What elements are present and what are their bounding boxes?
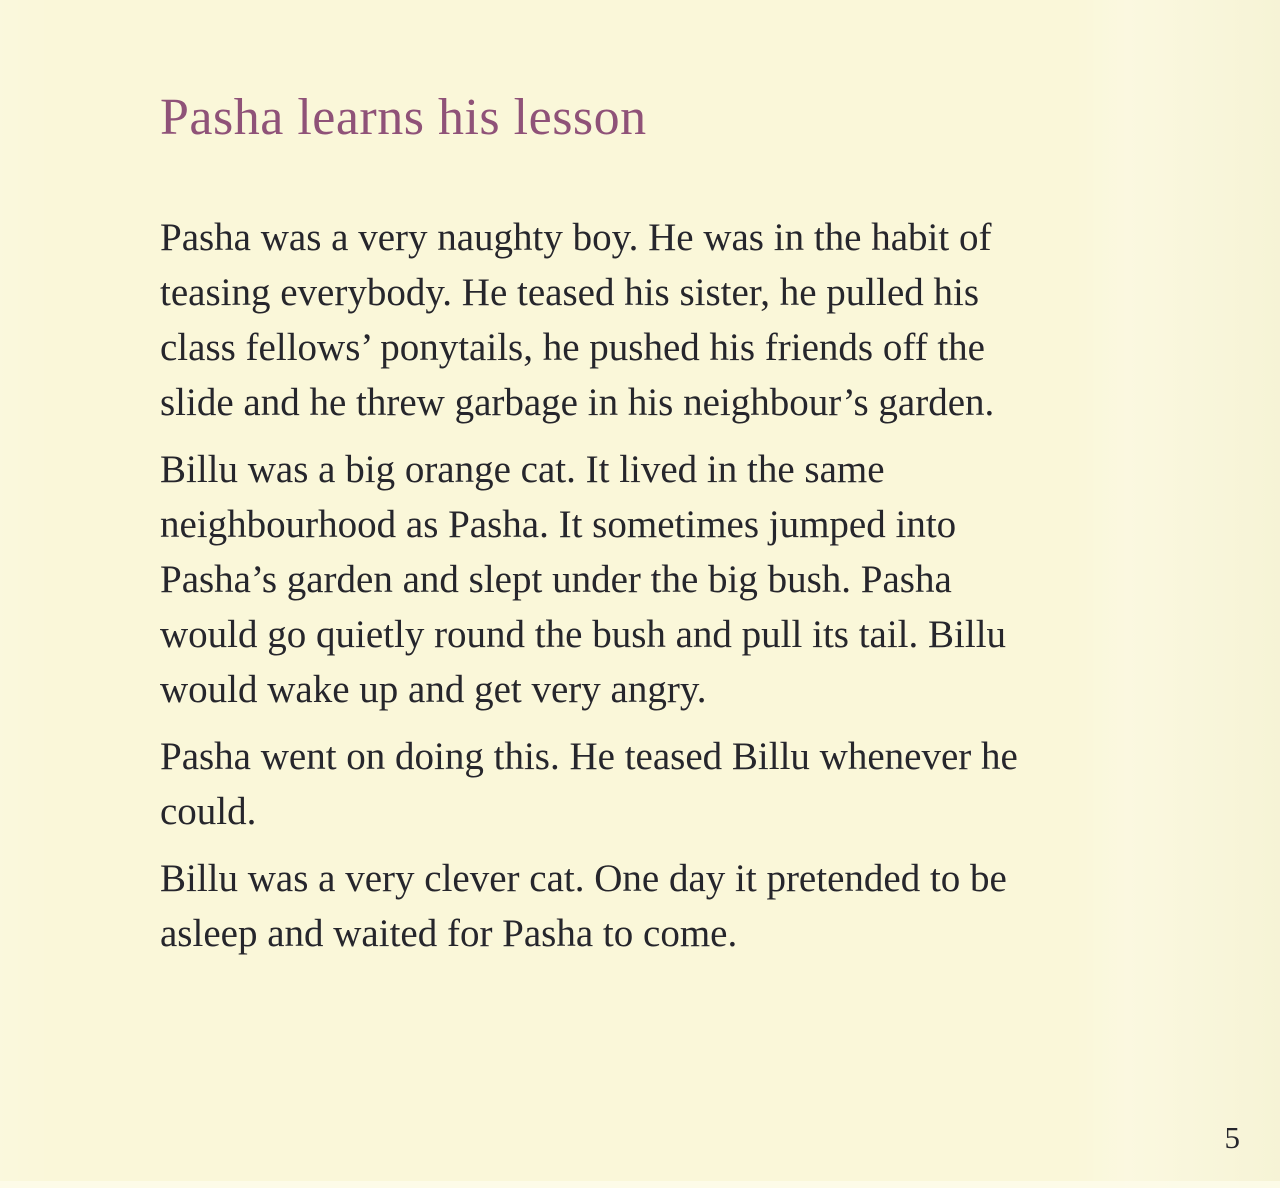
- story-line: neighbourhood as Pasha. It sometimes jumped into: [160, 503, 957, 546]
- story-paragraph: [160, 442, 1170, 717]
- page-bottom-edge: [0, 1181, 1280, 1188]
- story-paragraph: [160, 851, 1170, 961]
- story-line: could.: [160, 790, 257, 833]
- page-number: 5: [1224, 1120, 1240, 1155]
- story-line: Pasha went on doing this. He teased Billu whenever he: [160, 735, 1018, 778]
- story-line: Pasha’s garden and slept under the big bush. Pasha: [160, 558, 952, 601]
- story-line: Pasha was a very naughty boy. He was in the habit of: [160, 216, 992, 259]
- story-line: would go quietly round the bush and pull its tail. Billu: [160, 613, 1007, 656]
- story-line: class fellows’ ponytails, he pushed his friends off the: [160, 326, 985, 369]
- story-line: teasing everybody. He teased his sister, he pulled his: [160, 271, 980, 314]
- page-content: [160, 84, 1170, 973]
- story-paragraph: [160, 729, 1170, 839]
- story-body: [160, 210, 1170, 961]
- story-line: asleep and waited for Pasha to come.: [160, 912, 738, 955]
- story-paragraph: [160, 210, 1170, 430]
- story-line: would wake up and get very angry.: [160, 668, 707, 711]
- page-title: Pasha learns his lesson: [160, 89, 647, 146]
- story-line: Billu was a big orange cat. It lived in the same: [160, 448, 885, 491]
- story-line: slide and he threw garbage in his neighbour’s garden.: [160, 381, 995, 424]
- story-line: Billu was a very clever cat. One day it pretended to be: [160, 857, 1007, 900]
